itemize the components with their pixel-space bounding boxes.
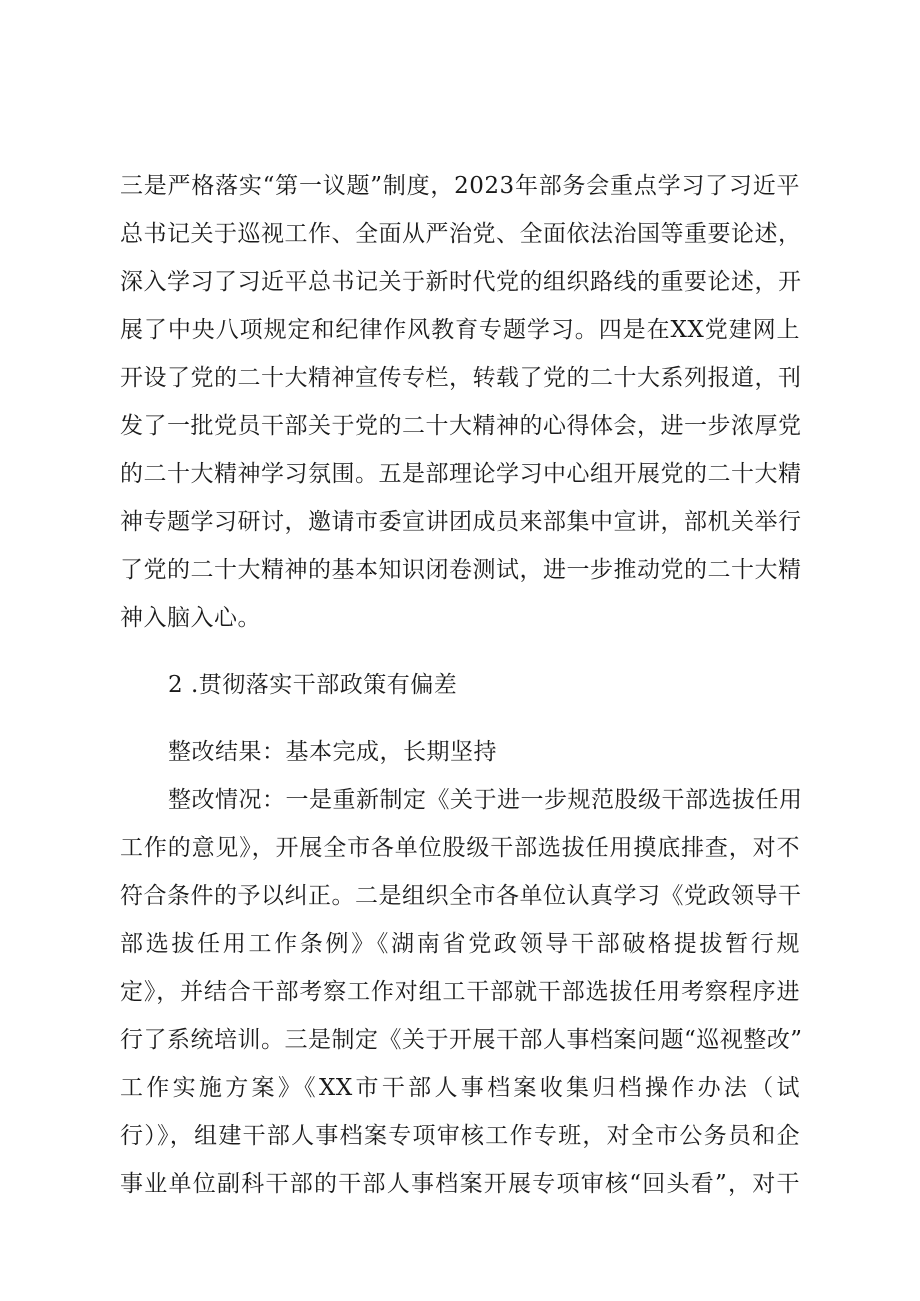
body-text-line: 行了系统培训。三是制定《关于开展干部人事档案问题“巡视整改” [120, 1027, 803, 1053]
body-text-line: 了党的二十大精神的基本知识闭卷测试，进一步推动党的二十大精 [120, 557, 802, 583]
body-text-line: 深入学习了习近平总书记关于新时代党的组织路线的重要论述，开 [120, 269, 802, 295]
body-text-line: 发了一批党员干部关于党的二十大精神的心得体会，进一步浓厚党 [120, 413, 802, 439]
body-text-line: 工作的意见》，开展全市各单位股级干部选拔任用摸底排查，对不 [120, 835, 800, 861]
body-text-line: 部选拔任用工作条例》《湖南省党政领导干部破格提拔暂行规 [120, 931, 800, 957]
body-text-line: 开设了党的二十大精神宣传专栏，转载了党的二十大系列报道，刊 [120, 365, 802, 391]
body-text-line: 神入脑入心。 [120, 605, 261, 631]
body-text-line: 工作实施方案》《XX市干部人事档案收集归档操作办法（试 [120, 1075, 800, 1101]
body-text-line: 符合条件的予以纠正。二是组织全市各单位认真学习《党政领导干 [120, 883, 802, 909]
body-text-line: 事业单位副科干部的干部人事档案开展专项审核“回头看”，对干 [120, 1171, 800, 1197]
body-text-line: 定》，并结合干部考察工作对组工干部就干部选拔任用考察程序进 [120, 979, 800, 1005]
body-text-line: 的二十大精神学习氛围。五是部理论学习中心组开展党的二十大精 [120, 461, 802, 487]
body-text-line: 整改情况：一是重新制定《关于进一步规范股级干部选拔任用 [168, 787, 803, 813]
body-text-line: 行）》，组建干部人事档案专项审核工作专班，对全市公务员和企 [120, 1123, 800, 1149]
rectification-result: 整改结果：基本完成，长期坚持 [168, 739, 497, 765]
body-text-line: 三是严格落实“第一议题”制度，2023年部务会重点学习了习近平 [120, 173, 800, 199]
body-text-line: 神专题学习研讨，邀请市委宣讲团成员来部集中宣讲，部机关举行 [120, 509, 802, 535]
body-text-line: 总书记关于巡视工作、全面从严治党、全面依法治国等重要论述， [120, 221, 802, 247]
body-text-line: 展了中央八项规定和纪律作风教育专题学习。四是在XX党建网上 [120, 317, 800, 343]
section-heading: 2 .贯彻落实干部政策有偏差 [168, 672, 458, 698]
